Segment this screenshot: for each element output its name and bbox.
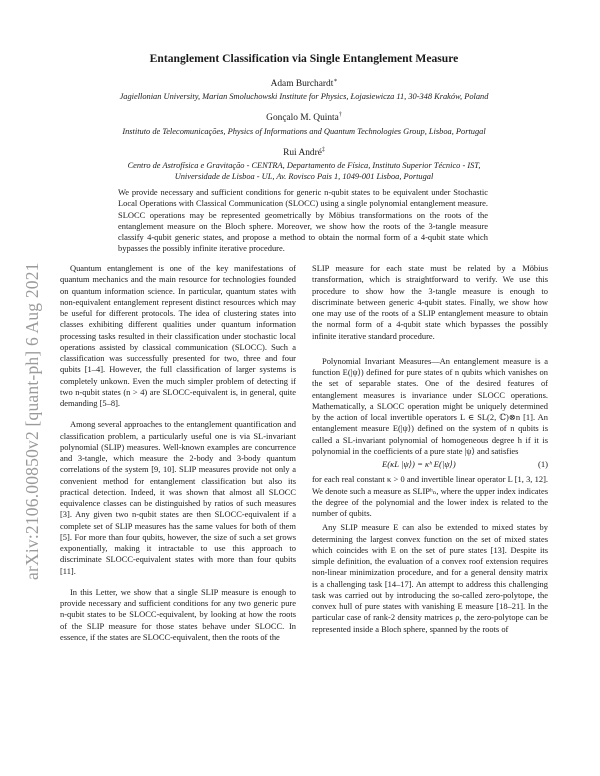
equation-number: (1) (537, 459, 548, 469)
body-paragraph: Quantum entanglement is one of the key manifestations of quantum mechanics and the main resource for technologies founded on quantum information science. In particular, quantum states with non-equivalent entanglement represent distinct resources which may be useful for different protocols. The idea of clustering states into classes exhibiting different qualities under quantum information processing tasks resulted in their classification under stochastic local operations assisted by classical communication (SLOCC). Such a classification was successfully presented for two, three and four qubits [1–4]. However, the full classification of larger systems is completely unkown. Even the much simpler problem of detecting if two n-qubit states (n > 4) are SLOCC-equivalent is, in general, quite demanding [5–8]. (60, 263, 296, 408)
author-affiliation: Centro de Astrofísica e Gravitação - CENTRA, Departamento de Física, Instituto Superior Técnico - IST, (127, 161, 481, 170)
author-name (60, 112, 548, 123)
author-name (60, 77, 548, 89)
right-column (312, 263, 548, 645)
paper-title: Entanglement Classification via Single Entanglement Measure (149, 52, 459, 65)
body-paragraph: Any SLIP measure E can also be extended to mixed states by determining the largest convex function on the set of mixed states which coincides with E on the set of pure states [13]. Despite its simple definition, the evaluation of a convex roof extension requires non-linear minimization procedure, and for a general density matrix is a challenging task [14–17]. An attempt to address this challenging task was carried out by introducing the so-called zero-polytope, the convex hull of pure states with vanishing E measure [18–21]. In the particular case of rank-2 density matrices ρ, the zero-polytope can be represented inside a Bloch sphere, spanned by the roots of (312, 522, 548, 634)
author-name (60, 147, 548, 158)
author-footnote-mark: ‡ (321, 147, 325, 153)
author-footnote-mark: † (338, 112, 342, 118)
equation-body: E(κL |ψ⟩) = κʰ E(|ψ⟩) (382, 459, 456, 469)
body-paragraph: for each real constant κ > 0 and invertible linear operator L [1, 3, 12]. We denote such a measure as SLIPʰₙ, where the upper index indicates the degree of the polynomial and the lower index is related to the number of qubits. (312, 474, 548, 518)
author-affiliation: Instituto de Telecomunicações, Physics of Informations and Quantum Technologies Group, Lisboa, Portugal (122, 127, 486, 136)
author-footnote-mark: ∗ (333, 78, 338, 84)
author-name-text: Gonçalo M. Quinta (266, 113, 339, 124)
body-paragraph: Among several approaches to the entanglement quantification and classification problem, a particularly useful one is via SL-invariant polynomial (SLIP) measures. Well-known examples are concurrence and 3-tangle, which measure the 2-body and 3-body quantum correlations of the system [9, 10]. SLIP measures provide not only a convenient method for entanglement classification but also its practical detection. Indeed, it was shown that almost all SLOCC equivalence classes can be distinguished by ratios of such measures [3]. Any given two n-qubit states are then SLOCC-equivalent if a complete set of SLIP measures has the same values for both of them [5]. For more than four qubits, however, the size of such a set grows exponentially, making it intractable to use this approach to discriminate SLOCC-equivalent states with more than four qubits [11]. (60, 419, 296, 576)
author-affiliation: Universidade de Lisboa - UL, Av. Rovisco Pais 1, 1049-001 Lisboa, Portugal (174, 172, 434, 181)
arxiv-identifier-stamp: arXiv:2106.00850v2 [quant-ph] 6 Aug 2021 (22, 262, 42, 580)
author-name-text: Adam Burchardt (270, 79, 334, 90)
left-column (60, 263, 296, 653)
author-affiliation: Jagiellonian University, Marian Smoluchowski Institute for Physics, Łojasiewicza 11, 30-348 Kraków, Poland (119, 92, 489, 101)
body-paragraph: Polynomial Invariant Measures—An entanglement measure is a function E(|ψ⟩) defined for pure states of n qubits which vanishes on the set of separable states. One of the desired features of entanglement measures is invariance under SLOCC operations. Mathematically, a SLOCC operation might be uniquely determined by the action of local invertible operators L ∈ SL(2, ℂ)⊗n [1]. An entanglement measure E(|ψ⟩) defined on the system of n qubits is called a SL-invariant polynomial of homogeneous degree h if it is polynomial in the coefficients of a pure state |ψ⟩ and satisfies (312, 355, 548, 456)
equation (312, 459, 548, 470)
abstract: We provide necessary and sufficient conditions for generic n-qubit states to be equivalent under Stochastic Local Operations with Classical Communication (SLOCC) using a single polynomial entanglement measure. SLOCC operations may be represented geometrically by Möbius transformations on the roots of the entanglement measure on the Bloch sphere. Moreover, we show how the roots of the 3-tangle measure classify 4-qubit generic states, and propose a method to obtain the normal form of a 4-qubit state which bypasses the possibly infinite iterative procedure. (118, 187, 488, 254)
author-name-text: Rui André (283, 148, 322, 159)
body-paragraph: In this Letter, we show that a single SLIP measure is enough to provide necessary and sufficient conditions for any two generic pure n-qubit states to be SLOCC-equivalent, by looking at how the roots of the SLIP measure for those states behave under SLOCC. In essence, if the states are SLOCC-equivalent, then the roots of the (60, 586, 296, 642)
body-paragraph: SLIP measure for each state must be related by a Möbius transformation, which is straightforward to verify. We use this procedure to show how the 3-tangle measure is enough to discriminate between generic 4-qubit states. Finally, we show how one may use of the roots of a SLIP entanglement measure to obtain the normal form of a 4-qubit state which bypasses the possibly infinite iterative standard procedure. (312, 263, 548, 341)
